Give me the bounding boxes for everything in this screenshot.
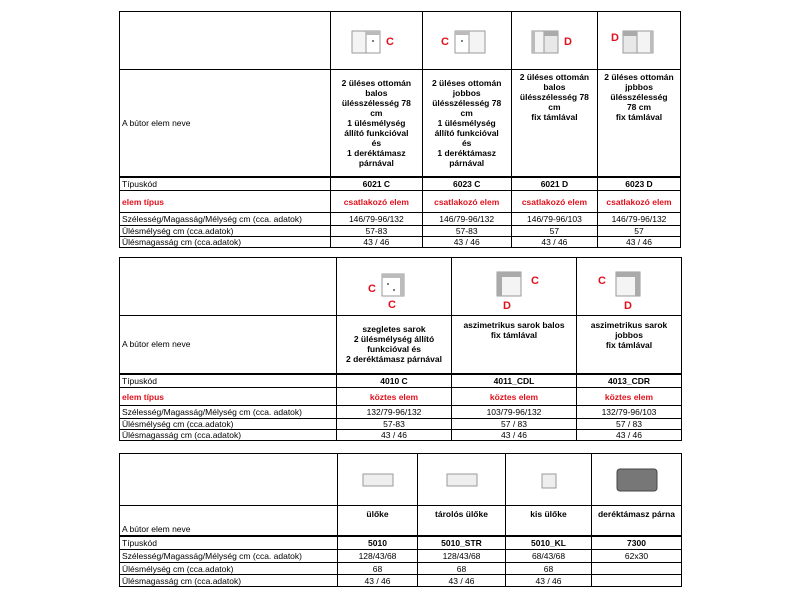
name-row: A bútor elem neve szegletes sarok 2 ülésmélység állító funkcióval és 2 deréktámasz párnával aszimetrikus sarok balos fix támlával aszimetrikus sarok jobbos fix támlával [120, 316, 682, 374]
seat-depth-row: Ülésmélység cm (cca.adatok) 57-83 57 / 83 57 / 83 [120, 419, 682, 430]
name-6021c: 2 üléses ottomán balos ülésszélesség 78 cm 1 ülésmélység állító funkcióval és 1 deréktámasz párnával [331, 70, 422, 177]
svg-text:C: C [598, 274, 606, 287]
seat-height-row: Ülésmagasság cm (cca.adatok) 43 / 46 43 / 46 43 / 46 [120, 430, 682, 441]
stool-5010kl-image [506, 454, 592, 506]
name-4011cdl: aszimetrikus sarok balos fix támlával [452, 316, 577, 374]
seat-height-row: Ülésmagasság cm (cca.adatok) 43 / 46 43 / 46 43 / 46 [120, 575, 682, 587]
corner-table [119, 257, 682, 441]
sofa-6021d-image [511, 12, 597, 70]
ottoman-stool-table [119, 453, 682, 587]
name-row: A bútor elem neve ülőke tárolós ülőke kis ülőke deréktámasz párna [120, 506, 682, 536]
corner-4013cdr-image [577, 258, 682, 316]
dimensions-row: Szélesség/Magasság/Mélység cm (cca. adatok) 128/43/68 128/43/68 68/43/68 62x30 [120, 550, 682, 563]
svg-text:C: C [368, 282, 376, 295]
name-row: A bútor elem neve 2 üléses ottomán balos ülésszélesség 78 cm 1 ülésmélység állító funkcióval és 1 deréktámasz párnával 2 üléses ottomán jobbos ülésszélesség 78 cm 1 ülésmélység állító funkcióval és 1 deréktámasz párnával 2 üléses ottomán balos ülésszélesség 78 cm fix támlával 2 üléses ottomán jpbbos ülésszélesség 78 cm fix támlával [120, 70, 681, 177]
svg-text:C: C [531, 274, 539, 287]
svg-text:C: C [386, 35, 395, 48]
sofa-6023c-image [422, 12, 511, 70]
seat-depth-row: Ülésmélység cm (cca.adatok) 57-83 57-83 57 57 [120, 226, 681, 237]
name-4010c: szegletes sarok 2 ülésmélység állító funkcióval és 2 deréktámasz párnával [337, 316, 452, 374]
sofa-6023d-image [597, 12, 680, 70]
seat-depth-row: Ülésmélység cm (cca.adatok) 68 68 68 [120, 563, 682, 575]
svg-text:D: D [624, 299, 632, 310]
image-row [120, 12, 681, 70]
ottoman-table [119, 11, 681, 248]
svg-text:C: C [388, 298, 396, 310]
code-row: Típuskód 5010 5010_STR 5010_KL 7300 [120, 536, 682, 550]
stool-5010-image [338, 454, 418, 506]
svg-text:D: D [610, 31, 619, 44]
svg-text:D: D [564, 35, 573, 48]
element-type-row: elem típus köztes elem köztes elem köztes elem [120, 388, 682, 406]
stool-5010str-image [418, 454, 506, 506]
name-6023d: 2 üléses ottomán jpbbos ülésszélesség 78 cm fix támlával [597, 70, 680, 177]
name-6023c: 2 üléses ottomán jobbos ülésszélesség 78 cm 1 ülésmélység állító funkcióval és 1 deréktámasz párnával [422, 70, 511, 177]
seat-height-row: Ülésmagasság cm (cca.adatok) 43 / 46 43 / 46 43 / 46 43 / 46 [120, 237, 681, 248]
svg-text:C: C [440, 35, 449, 48]
corner-4011cdl-image [452, 258, 577, 316]
name-4013cdr: aszimetrikus sarok jobbos fix támlával [577, 316, 682, 374]
image-row [120, 454, 682, 506]
code-row: Típuskód 6021 C 6023 C 6021 D 6023 D [120, 177, 681, 191]
svg-text:D: D [503, 299, 511, 310]
name-6021d: 2 üléses ottomán balos ülésszélesség 78 cm fix támlával [511, 70, 597, 177]
sofa-6021c-image [331, 12, 422, 70]
cushion-7300-image [592, 454, 682, 506]
code-row: Típuskód 4010 C 4011_CDL 4013_CDR [120, 374, 682, 388]
dimensions-row: Szélesség/Magasság/Mélység cm (cca. adatok) 146/79-96/132 146/79-96/132 146/79-96/103 146/79-96/132 [120, 213, 681, 226]
element-type-row: elem típus csatlakozó elem csatlakozó elem csatlakozó elem csatlakozó elem [120, 191, 681, 213]
dimensions-row: Szélesség/Magasság/Mélység cm (cca. adatok) 132/79-96/132 103/79-96/132 132/79-96/103 [120, 406, 682, 419]
corner-4010c-image [337, 258, 452, 316]
image-row [120, 258, 682, 316]
